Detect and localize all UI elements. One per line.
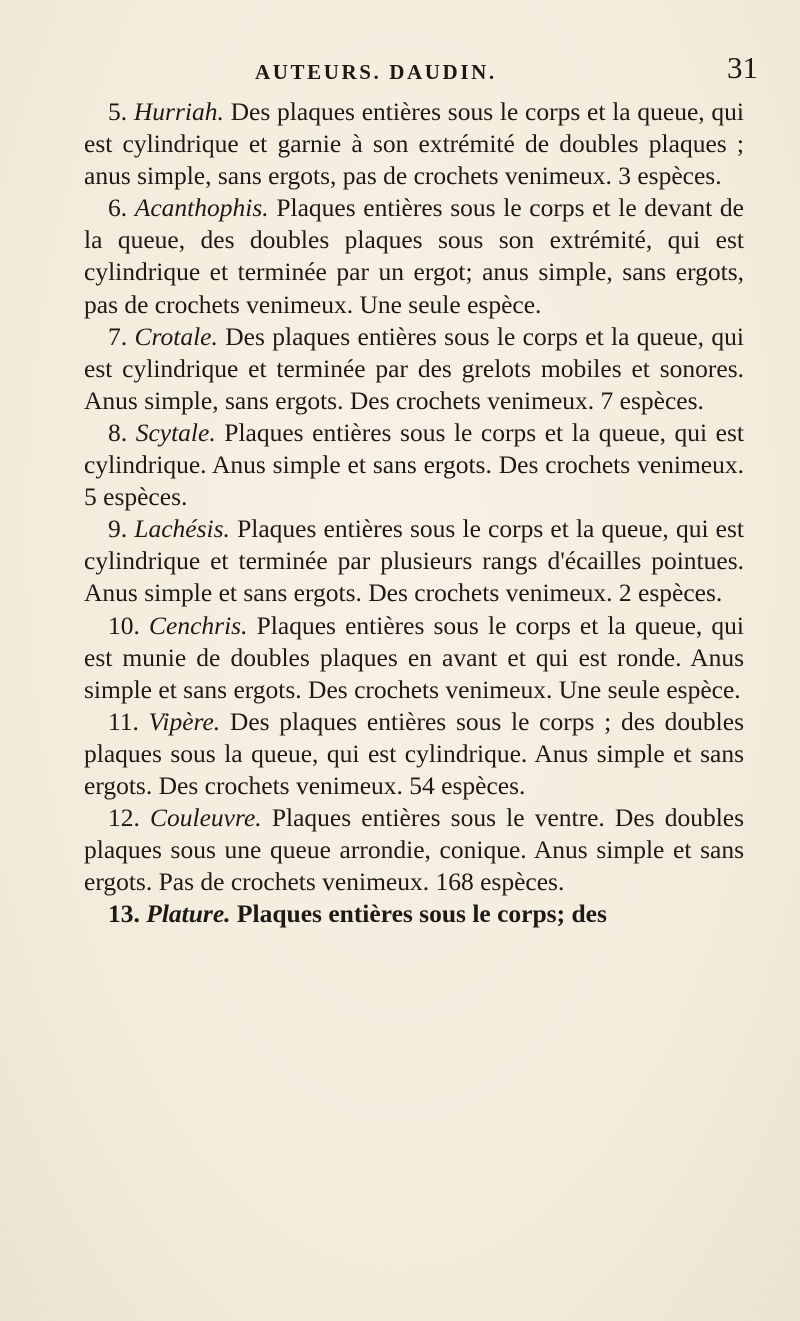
entry-text: Des plaques entières sous le corps et la queue, qui est cylindrique et garnie à son extrémité de doubles plaques ; anus simple, sans ergots, pas de crochets venimeux. 3 espèces. — [84, 97, 744, 191]
entry-number: 12. — [108, 803, 140, 833]
genus-name: Crotale. — [134, 321, 218, 351]
entry-text: Plaques entières sous le corps et le devant de la queue, des doubles plaques sous son extrémité, qui est cylindrique et terminée par un ergot; anus simple, sans ergots, pas de crochets venimeux. Une seule espèce. — [84, 193, 744, 319]
entry-crotale — [84, 321, 744, 417]
page-number: 31 — [727, 50, 758, 85]
entry-number: 11. — [108, 706, 139, 736]
entry-number: 6. — [108, 193, 128, 223]
genus-name: Lachésis. — [134, 514, 230, 544]
entry-number: 10. — [108, 610, 140, 640]
entry-lachesis — [84, 513, 744, 609]
entry-hurriah — [84, 96, 744, 192]
entry-vipere — [84, 706, 744, 802]
genus-name: Acanthophis. — [134, 193, 269, 223]
genus-name: Couleuvre. — [150, 803, 262, 833]
entry-text: Des plaques entières sous le corps ; des doubles plaques sous la queue, qui est cylindrique. Anus simple et sans ergots. Des crochets venimeux. 54 espèces. — [84, 706, 744, 800]
entry-number: 9. — [108, 514, 128, 544]
genus-name: Scytale. — [135, 417, 216, 447]
entry-number: 8. — [108, 417, 128, 447]
entry-text: Plaques entières sous le corps et la queue, qui est munie de doubles plaques en avant et qui est ronde. Anus simple et sans ergots. Des crochets venimeux. Une seule espèce. — [84, 610, 744, 704]
entry-number: 7. — [108, 321, 128, 351]
genus-name: Vipère. — [148, 706, 221, 736]
entry-text: Des plaques entières sous le corps et la queue, qui est cylindrique et terminée par des grelots mobiles et sonores. Anus simple, sans ergots. Des crochets venimeux. 7 espèces. — [84, 321, 745, 415]
entry-text: Plaques entières sous le corps et la queue, qui est cylindrique. Anus simple et sans ergots. Des crochets venimeux. 5 espèces. — [84, 417, 745, 512]
entry-acanthophis — [84, 192, 744, 320]
entry-text: Plaques entières sous le corps et la queue, qui est cylindrique et terminée par plusieurs rangs d'écailles pointues. Anus simple et sans ergots. Des crochets venimeux. 2 espèces. — [84, 514, 745, 608]
entry-plature — [84, 898, 744, 930]
running-title: AUTEURS. DAUDIN. — [255, 60, 497, 84]
entry-text: Plaques entières sous le ventre. Des doubles plaques sous une queue arrondie, conique. Anus simple et sans ergots. Pas de crochets venimeux. 168 espèces. — [84, 803, 745, 897]
entry-text: Plaques entières sous le corps; des — [236, 899, 607, 929]
genus-name: Cenchris. — [149, 610, 248, 640]
entry-cenchris — [84, 610, 744, 706]
genus-name: Hurriah. — [133, 97, 224, 126]
entry-couleuvre — [84, 802, 744, 898]
body-text — [84, 96, 744, 930]
entry-number: 13. — [108, 899, 140, 929]
genus-name: Plature. — [146, 899, 231, 929]
entry-number: 5. — [108, 97, 128, 126]
running-head — [0, 48, 800, 88]
entry-scytale — [84, 417, 744, 513]
